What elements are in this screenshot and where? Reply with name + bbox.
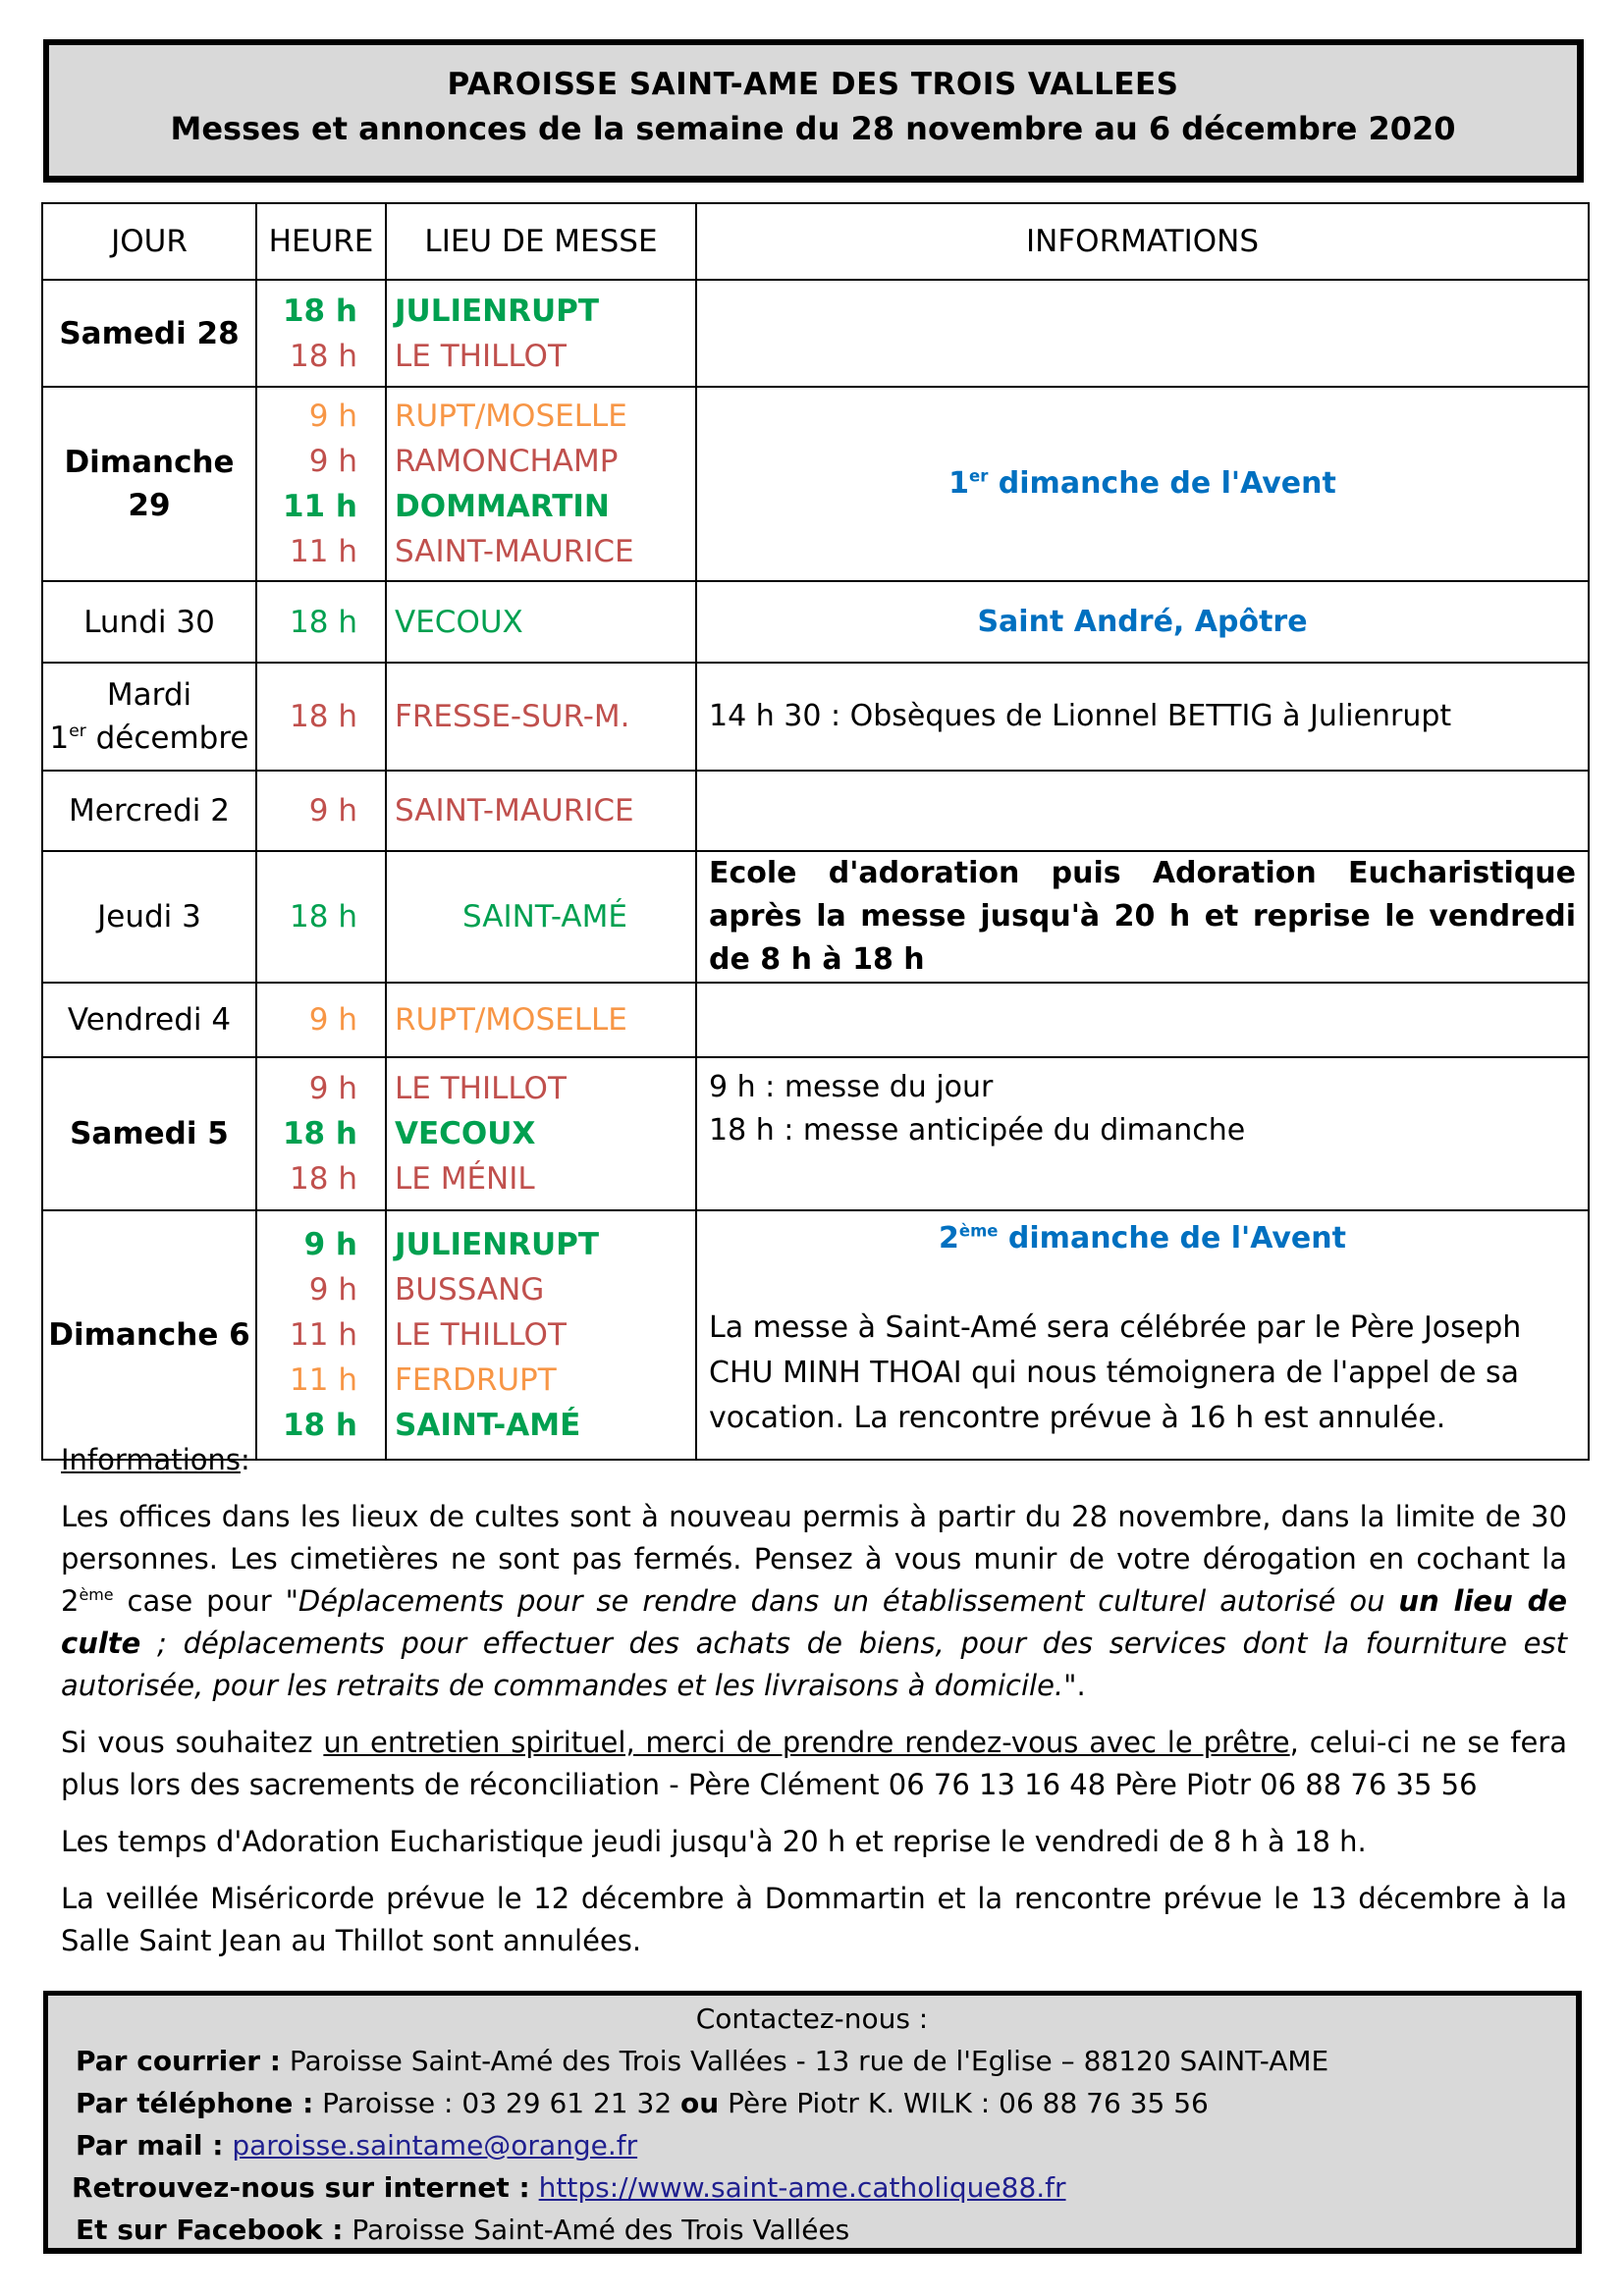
- day-number: 1: [49, 721, 70, 756]
- info-cell: [696, 1210, 1589, 1460]
- table-row: [42, 983, 1589, 1057]
- time-cell: [256, 1057, 386, 1210]
- place-cell: [386, 663, 696, 771]
- ordinal-suffix: ème: [958, 1221, 999, 1241]
- place-cell: [386, 581, 696, 663]
- underlined-text: un entretien spirituel, merci de prendre rendez-vous avec le prêtre: [323, 1726, 1290, 1759]
- mass-place: JULIENRUPT: [395, 1227, 600, 1262]
- info-text: La messe à Saint-Amé sera célébrée par le Père Joseph CHU MINH THOAI qui nous témoignera de l'appel de sa vocation. La rencontre prévue à 16 h est annulée.: [709, 1310, 1522, 1435]
- mass-place: DOMMARTIN: [395, 489, 610, 524]
- place-cell: [386, 387, 696, 581]
- mass-time: 18 h: [290, 1161, 357, 1197]
- column-header-lieu: LIEU DE MESSE: [386, 203, 696, 280]
- mass-time: 11 h: [290, 534, 357, 569]
- info-cell: [696, 387, 1589, 581]
- info-paragraph-adoration: Les temps d'Adoration Eucharistique jeudi jusqu'à 20 h et reprise le vendredi de 8 h à 18 h.: [61, 1825, 1367, 1858]
- contact-title: Contactez-nous :: [695, 2002, 929, 2035]
- contact-label: Par courrier :: [76, 2045, 281, 2077]
- info-cell: [696, 771, 1589, 851]
- informations-section: [61, 1439, 1567, 1977]
- page-title: PAROISSE SAINT-AME DES TROIS VALLEES: [447, 67, 1179, 102]
- ordinal-suffix: ème: [79, 1584, 114, 1604]
- liturgical-day-number: 1: [948, 466, 970, 501]
- contact-facebook: [48, 2209, 1576, 2251]
- mass-time: 18 h: [290, 338, 357, 374]
- day-cell: Mercredi 2: [42, 771, 256, 851]
- day-cell: Samedi 5: [42, 1057, 256, 1210]
- table-row: [42, 1057, 1589, 1210]
- mass-place: JULIENRUPT: [395, 293, 600, 329]
- mass-time: 9 h: [308, 444, 357, 479]
- day-name: Mardi: [106, 677, 192, 713]
- emphasized-text: un lieu de culte: [61, 1584, 1567, 1660]
- info-line: 18 h : messe anticipée du dimanche: [709, 1113, 1246, 1148]
- info-cell: Saint André, Apôtre: [696, 581, 1589, 663]
- time-cell: [256, 581, 386, 663]
- mass-time: 9 h: [308, 1071, 357, 1106]
- contact-value: Père Piotr K. WILK : 06 88 76 35 56: [719, 2087, 1209, 2119]
- mass-place: SAINT-MAURICE: [395, 534, 634, 569]
- place-cell: [386, 771, 696, 851]
- time-cell: [256, 280, 386, 387]
- mass-place: VECOUX: [395, 1116, 536, 1151]
- quoted-text: ; déplacements pour effectuer des achats de biens, pour des services dont la fourniture est autorisée, pour les retraits de commandes et les livraisons à domicile.": [61, 1627, 1567, 1702]
- mass-time: 18 h: [290, 604, 357, 640]
- mass-schedule-table: [41, 202, 1590, 1461]
- ordinal-suffix: er: [69, 721, 86, 742]
- info-text: case pour: [113, 1584, 286, 1618]
- place-cell: [386, 983, 696, 1057]
- time-cell: [256, 387, 386, 581]
- informations-heading-text: Informations: [61, 1443, 241, 1476]
- mass-place: LE THILLOT: [395, 1317, 567, 1353]
- day-cell: Samedi 28: [42, 280, 256, 387]
- time-cell: [256, 663, 386, 771]
- info-text: , celui-ci ne se fera plus lors des sacrements de réconciliation - Père Clément 06 76 13 16 48 Père Piotr 06 88 76 35 56: [61, 1726, 1567, 1801]
- liturgical-day: [709, 1217, 1576, 1260]
- contact-value: Paroisse : 03 29 61 21 32: [313, 2087, 681, 2119]
- contact-value: Paroisse Saint-Amé des Trois Vallées - 13 rue de l'Eglise – 88120 SAINT-AME: [280, 2045, 1329, 2077]
- info-cell: 14 h 30 : Obsèques de Lionnel BETTIG à Julienrupt: [696, 663, 1589, 771]
- table-row: [42, 771, 1589, 851]
- header-box: [43, 39, 1584, 183]
- mass-place: LE THILLOT: [395, 338, 567, 374]
- contact-mail: [48, 2124, 1576, 2166]
- liturgical-day-title: dimanche de l'Avent: [998, 1221, 1346, 1255]
- month-name: décembre: [85, 721, 249, 756]
- mass-time: 9 h: [308, 1002, 357, 1038]
- mass-time: 9 h: [308, 793, 357, 828]
- mass-place: FRESSE-SUR-M.: [395, 699, 630, 734]
- mass-place: LE THILLOT: [395, 1071, 567, 1106]
- mass-place: BUSSANG: [395, 1272, 545, 1308]
- mass-place: SAINT-MAURICE: [395, 793, 634, 828]
- mass-time: 18 h: [290, 899, 357, 934]
- info-paragraph-veillee: La veillée Miséricorde prévue le 12 décembre à Dommartin et la rencontre prévue le 13 décembre à la Salle Saint Jean au Thillot sont annulées.: [61, 1882, 1567, 1957]
- table-row: [42, 1210, 1589, 1460]
- table-row: [42, 280, 1589, 387]
- info-line: 9 h : messe du jour: [709, 1070, 994, 1104]
- mass-place: FERDRUPT: [395, 1362, 557, 1398]
- contact-courrier: [48, 2040, 1576, 2082]
- info-paragraph-entretien: [61, 1722, 1567, 1806]
- info-text: Les offices dans les lieux de cultes sont à nouveau permis à partir du 28 novembre, dans la limite de 30 personnes. Les cimetières ne sont pas fermés. Pensez à vous munir de votre dérogation en cochant la 2: [61, 1500, 1567, 1618]
- informations-heading: [61, 1439, 1567, 1481]
- info-paragraph-offices: [61, 1496, 1567, 1707]
- contact-label: Et sur Facebook :: [76, 2214, 344, 2246]
- place-cell: [386, 280, 696, 387]
- mass-time: 11 h: [290, 1317, 357, 1353]
- info-cell: [696, 1057, 1589, 1210]
- column-header-jour: JOUR: [42, 203, 256, 280]
- mass-time: 9 h: [303, 1227, 357, 1262]
- contact-label: Par téléphone :: [76, 2087, 314, 2119]
- day-cell: Jeudi 3: [42, 851, 256, 983]
- day-cell: Lundi 30: [42, 581, 256, 663]
- mass-time: 9 h: [308, 399, 357, 434]
- place-cell: [386, 1057, 696, 1210]
- quoted-text: "Déplacements pour se rendre dans un établissement culturel autorisé ou: [285, 1584, 1399, 1618]
- info-text: Si vous souhaitez: [61, 1726, 324, 1759]
- contact-label: Par mail :: [76, 2129, 224, 2162]
- day-cell: [42, 663, 256, 771]
- mass-time: 18 h: [282, 1408, 357, 1443]
- contact-label: Retrouvez-nous sur internet :: [72, 2171, 530, 2204]
- mass-time: 18 h: [282, 1116, 357, 1151]
- day-cell: Vendredi 4: [42, 983, 256, 1057]
- mass-time: 18 h: [282, 293, 357, 329]
- info-cell: [696, 983, 1589, 1057]
- mass-place: RAMONCHAMP: [395, 444, 619, 479]
- email-link[interactable]: paroisse.saintame@orange.fr: [232, 2129, 638, 2162]
- mass-time: 11 h: [282, 489, 357, 524]
- mass-place: VECOUX: [395, 604, 523, 640]
- time-cell: [256, 851, 386, 983]
- mass-place: SAINT-AMÉ: [462, 899, 627, 934]
- table-row: [42, 581, 1589, 663]
- time-cell: [256, 1210, 386, 1460]
- time-cell: [256, 771, 386, 851]
- informations-heading-colon: :: [240, 1443, 250, 1476]
- mass-place: RUPT/MOSELLE: [395, 399, 627, 434]
- table-row: [42, 851, 1589, 983]
- mass-place: LE MÉNIL: [395, 1161, 535, 1197]
- ordinal-suffix: er: [969, 466, 989, 486]
- time-cell: [256, 983, 386, 1057]
- mass-time: 18 h: [290, 699, 357, 734]
- mass-place: SAINT-AMÉ: [395, 1408, 581, 1443]
- mass-time: 11 h: [290, 1362, 357, 1398]
- contact-internet: [48, 2166, 1576, 2209]
- table-header-row: [42, 203, 1589, 280]
- place-cell: [386, 851, 696, 983]
- column-header-informations: INFORMATIONS: [696, 203, 1589, 280]
- page-subtitle: Messes et annonces de la semaine du 28 novembre au 6 décembre 2020: [170, 110, 1456, 147]
- column-header-heure: HEURE: [256, 203, 386, 280]
- liturgical-day: dimanche de l'Avent: [988, 466, 1336, 501]
- place-cell: [386, 1210, 696, 1460]
- info-cell: Ecole d'adoration puis Adoration Eucharistique après la messe jusqu'à 20 h et reprise le vendredi de 8 h à 18 h: [696, 851, 1589, 983]
- liturgical-day-number: 2: [939, 1221, 959, 1255]
- contact-value: Paroisse Saint-Amé des Trois Vallées: [343, 2214, 850, 2246]
- table-row: [42, 663, 1589, 771]
- website-link[interactable]: https://www.saint-ame.catholique88.fr: [538, 2171, 1066, 2204]
- info-text: .: [1076, 1669, 1086, 1702]
- day-cell: Dimanche 29: [42, 387, 256, 581]
- info-cell: [696, 280, 1589, 387]
- mass-time: 9 h: [308, 1272, 357, 1308]
- table-row: [42, 387, 1589, 581]
- contact-telephone: [48, 2082, 1576, 2124]
- day-cell: Dimanche 6: [42, 1210, 256, 1460]
- contact-box: [43, 1991, 1582, 2254]
- mass-place: RUPT/MOSELLE: [395, 1002, 627, 1038]
- contact-or: ou: [680, 2087, 720, 2119]
